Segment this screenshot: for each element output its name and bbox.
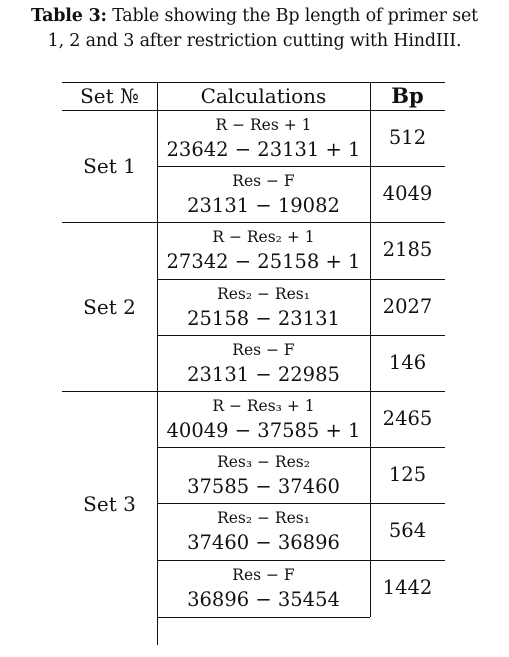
row-separator-rule	[157, 503, 445, 504]
caption-line-1	[0, 4, 509, 29]
row-bottom-rule	[157, 617, 370, 618]
formula-text: Res₂ − Res₁	[217, 509, 310, 528]
bp-value: 2185	[382, 238, 433, 262]
set-separator-rule	[62, 222, 445, 223]
calculation-text: 36896 − 35454	[187, 587, 340, 611]
bp-value: 2465	[382, 407, 433, 430]
bp-value: 125	[388, 463, 427, 487]
row-separator-rule	[157, 447, 445, 448]
row-separator-rule	[157, 560, 445, 561]
formula-text: R − Res + 1	[215, 116, 312, 134]
set-separator-rule	[62, 391, 445, 392]
bp-value: 4049	[382, 182, 433, 206]
calculation-text: 25158 − 23131	[187, 306, 340, 330]
calculation-text: 27342 − 25158 + 1	[166, 250, 361, 274]
table-caption	[0, 4, 509, 54]
set-label: Set 1	[83, 154, 136, 179]
calculation-text: 37460 − 36896	[187, 531, 340, 555]
calculation-text: 23131 − 19082	[187, 194, 340, 218]
formula-text: Res − F	[232, 172, 295, 191]
row-separator-rule	[157, 166, 445, 167]
bp-value: 1442	[382, 575, 433, 599]
calculation-text: 37585 − 37460	[187, 475, 340, 499]
bp-value: 146	[388, 350, 427, 374]
formula-text: Res − F	[232, 340, 295, 359]
formula-text: Res₂ − Res₁	[217, 284, 310, 303]
header-bp: Bp	[391, 83, 424, 108]
column-rule-1	[157, 82, 158, 645]
calculation-text: 40049 − 37585 + 1	[166, 419, 361, 442]
formula-text: Res − F	[232, 565, 295, 584]
header-bottom-rule	[62, 110, 445, 111]
formula-text: R − Res₃ + 1	[212, 397, 315, 415]
row-separator-rule	[157, 279, 445, 280]
calculation-text: 23131 − 22985	[187, 362, 340, 386]
header-calculations: Calculations	[200, 84, 327, 108]
bp-value: 512	[388, 126, 427, 149]
set-label: Set 2	[83, 294, 136, 319]
caption-line-2: 1, 2 and 3 after restriction cutting with HindIII.	[47, 31, 462, 51]
formula-text: Res₃ − Res₂	[217, 453, 310, 472]
calculation-text: 23642 − 23131 + 1	[166, 138, 361, 161]
bp-value: 564	[388, 519, 427, 543]
formula-text: R − Res₂ + 1	[212, 228, 315, 247]
caption-label: Table 3:	[30, 6, 107, 26]
bp-value: 2027	[382, 294, 433, 318]
column-rule-2	[370, 82, 371, 617]
set-label: Set 3	[83, 492, 136, 516]
header-set: Set №	[80, 84, 139, 108]
caption-text-1: Table showing the Bp length of primer set	[106, 6, 478, 26]
row-separator-rule	[157, 335, 445, 336]
